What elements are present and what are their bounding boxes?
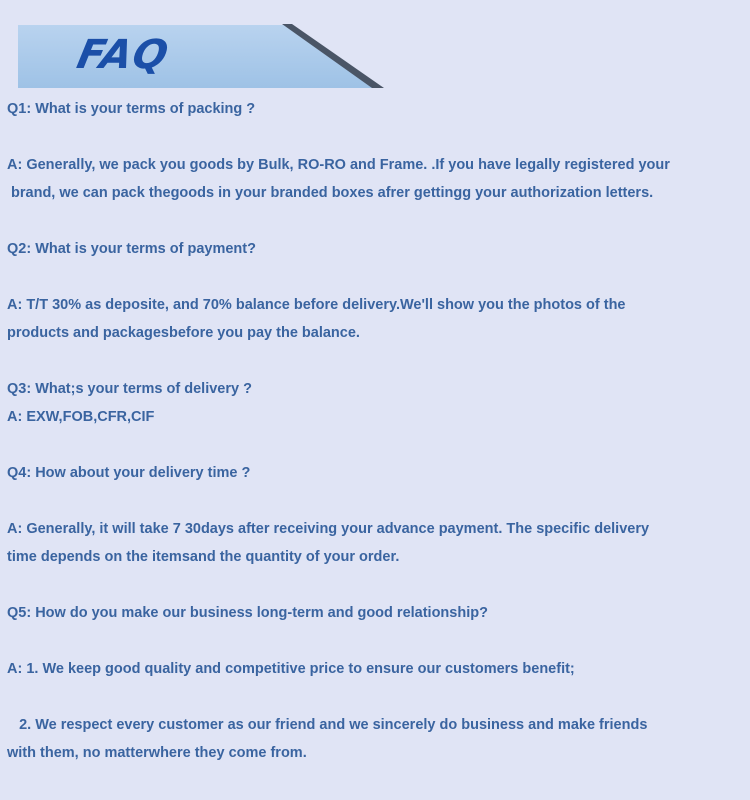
q5-answer-line-1: A: 1. We keep good quality and competitive price to ensure our customers benefit; [7,661,575,677]
q2-question: Q2: What is your terms of payment? [7,241,256,257]
faq-title: FAQ [73,32,174,78]
q2-answer-line-1: A: T/T 30% as deposite, and 70% balance before delivery.We'll show you the photos of the [7,297,626,313]
faq-banner [0,22,390,92]
q2-answer-line-2: products and packagesbefore you pay the balance. [7,325,360,341]
q5-question: Q5: How do you make our business long-term and good relationship? [7,605,488,621]
q4-answer-line-2: time depends on the itemsand the quantity of your order. [7,549,400,565]
faq-content [7,95,749,767]
q1-answer-line-1: A: Generally, we pack you goods by Bulk, RO-RO and Frame. .If you have legally registered your [7,157,670,173]
q3-question: Q3: What;s your terms of delivery ? [7,381,252,397]
q1-question: Q1: What is your terms of packing ? [7,101,256,117]
q1-answer-line-2: brand, we can pack thegoods in your branded boxes afrer gettingg your authorization letters. [7,185,654,201]
q4-answer-line-1: A: Generally, it will take 7 30days after receiving your advance payment. The specific delivery [7,521,650,537]
q5-answer-line-3: with them, no matterwhere they come from. [7,745,307,761]
q4-question: Q4: How about your delivery time ? [7,465,251,481]
banner-shape [0,22,390,92]
q5-answer-line-2: 2. We respect every customer as our friend and we sincerely do business and make friends [7,717,648,733]
q3-answer-line-1: A: EXW,FOB,CFR,CIF [7,409,155,425]
